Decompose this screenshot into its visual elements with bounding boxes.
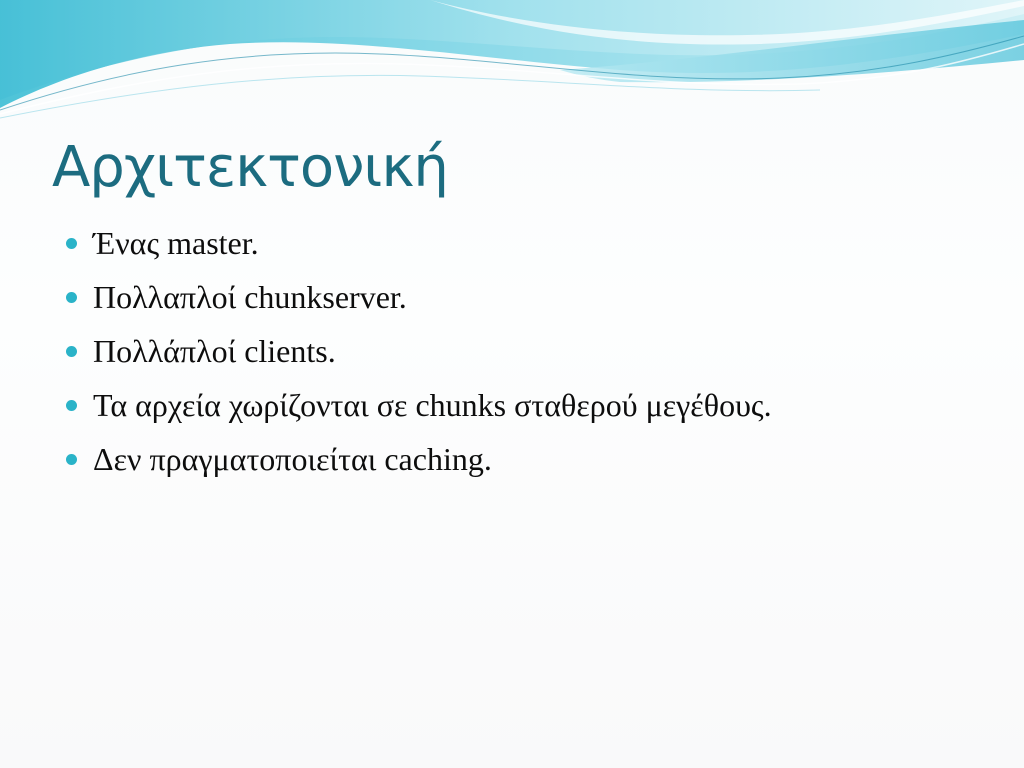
bullet-text: Πολλάπλοί clients. — [93, 333, 336, 369]
list-item — [66, 432, 1006, 486]
list-item — [66, 270, 1006, 324]
list-item — [66, 216, 1006, 270]
slide-title: Αρχιτεκτονική — [52, 135, 448, 200]
bullet-dot-icon — [66, 346, 77, 357]
bullet-list — [66, 216, 1006, 486]
bullet-dot-icon — [66, 400, 77, 411]
bullet-text: Δεν πραγματοποιείται caching. — [93, 441, 492, 477]
bullet-text: Πολλαπλοί chunkserver. — [93, 279, 407, 315]
list-item — [66, 378, 1006, 432]
bullet-dot-icon — [66, 454, 77, 465]
bullet-dot-icon — [66, 292, 77, 303]
bullet-text: Τα αρχεία χωρίζονται σε chunks σταθερού μεγέθους. — [93, 387, 772, 423]
bullet-dot-icon — [66, 238, 77, 249]
bullet-text: Ένας master. — [93, 225, 259, 261]
list-item — [66, 324, 1006, 378]
wave-line-3 — [0, 75, 820, 118]
wave-header-decoration — [0, 0, 1024, 130]
